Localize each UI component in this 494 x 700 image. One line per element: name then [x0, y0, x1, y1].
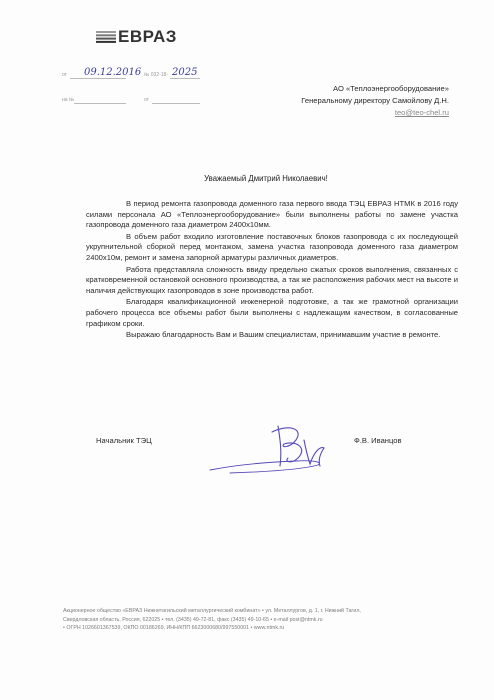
body-paragraph-5: Выражаю благодарность Вам и Вашим специалистам, принимавшим участие в ремонте. — [126, 330, 441, 340]
reply-label: на № — [62, 97, 75, 103]
letter-body — [86, 199, 458, 342]
date-handwritten: 09.12.2016 — [84, 67, 142, 78]
body-paragraph-1: В период ремонта газопровода доменного газа первого ввода ТЭЦ ЕВРАЗ НТМК в 2016 году силами персонала АО «Теплоэнергооборудование» были выполнены работы по замене участка газопровода доменного газа диаметром 2400х10мм. — [86, 199, 458, 230]
signatory-name: Ф.В. Иванцов — [354, 436, 402, 445]
addressee-company: АО «Теплоэнергооборудование» — [333, 84, 449, 93]
body-paragraph-2: В объем работ входило изготовление поставочных блоков газопровода с их последующей укрупнительной сборкой перед монтажом, замена участка газопровода доменного газа диаметром 2400х10м, ремонт и замена запорной арматуры различных диаметров. — [86, 231, 458, 262]
footer-line-3: • ОГРН 1026601367539, ОКПО 00186269, ИНН/КПП 6623000680/997550001 • www.ntmk.ru — [63, 625, 285, 632]
footer-line-1: Акционерное общество «ЕВРАЗ Нижнетагильский металлургический комбинат» • ул. Металлургов, д. 1, г. Нижний Тагил, — [63, 608, 361, 614]
reply-from-label: от — [144, 97, 149, 103]
handwritten-signature — [200, 418, 360, 478]
body-paragraph-3: Работа представляла сложность ввиду предельно сжатых сроков выполнения, связанных с кратковременной остановкой основного производства, а так же расположения рабочих мест на высоте и наличия действующих газопроводов в зоне производства работ. — [86, 264, 458, 295]
addressee-block — [301, 83, 449, 118]
reply-from-underline — [152, 103, 200, 104]
addressee-email[interactable]: teo@teo-chel.ru — [394, 107, 449, 117]
number-underline — [170, 78, 200, 79]
reply-underline — [74, 103, 126, 104]
number-label: № 032-18- — [144, 72, 168, 78]
date-label: от — [62, 72, 67, 78]
footer-line-2: Свердловская область, Россия, 622025 • тел. (3435) 49-72-81, факс (3435) 49-10-65 • e-mail post@ntmk.ru — [63, 616, 323, 623]
date-underline — [70, 78, 126, 79]
greeting: Уважаемый Дмитрий Николаевич! — [204, 174, 328, 183]
addressee-person: Генеральному директору Самойлову Д.Н. — [301, 95, 449, 105]
company-footer — [63, 607, 443, 633]
company-logo — [96, 27, 177, 47]
body-paragraph-4: Благодаря квалификационной инженерной подготовке, а так же грамотной организации рабочего процесса все объемы работ были выполнены с надлежащим качеством, в согласованные графиком сроки. — [86, 297, 458, 328]
number-handwritten: 2025 — [172, 67, 198, 78]
logo-text: ЕВРАЗ — [118, 27, 177, 46]
evraz-stripes-logo-icon — [96, 31, 116, 43]
signatory-title: Начальник ТЭЦ — [96, 436, 152, 445]
